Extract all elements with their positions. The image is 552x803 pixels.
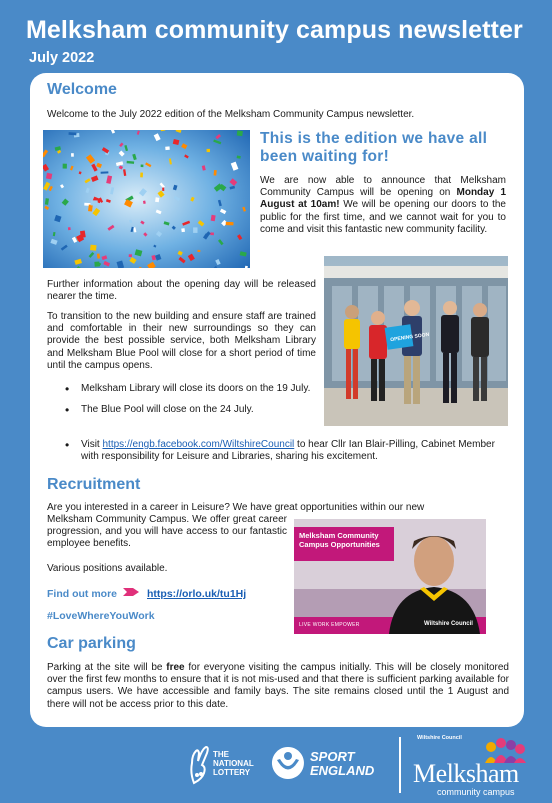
welcome-further-info: Further information about the opening day will be released nearer the time. [47,279,316,303]
sport-england-icon [270,745,306,783]
confetti-piece [129,254,132,257]
sport-line2: ENGLAND [310,763,375,778]
visit-text-pre: Visit [81,439,103,450]
arrow-right-icon [121,585,141,603]
footer-divider [399,737,401,793]
council-small-text: Wiltshire Council [417,735,462,741]
find-out-more-link[interactable]: https://orlo.uk/tu1Hj [147,588,247,600]
confetti-piece [207,149,210,152]
list-item: • The Blue Pool will close on the 24 July. [63,404,316,416]
newsletter-card [30,73,524,727]
confetti-image [43,130,250,268]
confetti-piece [197,250,200,252]
list-item: • Melksham Library will close its doors on the 19 July. [63,383,316,395]
banner-tagline: LIVE WORK EMPOWER [299,622,360,628]
closure-list [63,383,316,416]
recruitment-intro-line1: Are you interested in a career in Leisure? We have great opportunities within our new [47,502,425,513]
confetti-piece [91,200,98,205]
confetti-piece [101,171,109,173]
confetti-piece [94,262,99,267]
lottery-line2: NATIONAL [213,759,254,768]
confetti-piece [71,153,74,157]
banner-council: Wiltshire Council [424,621,473,627]
confetti-piece [214,170,217,176]
welcome-callout: This is the edition we have all been waiting for! [260,130,488,165]
lottery-line3: LOTTERY [213,768,251,777]
sport-line1: SPORT [310,749,355,764]
announce-date: Monday 1 August at 10am! [260,187,506,211]
confetti-piece [88,205,93,212]
confetti-piece [181,228,185,232]
announce-text-pre: We are now able to announce that Melksham Community Campus will be opening on [260,175,506,199]
confetti-piece [63,164,67,169]
confetti-piece [97,254,100,259]
footer-logos [0,727,552,803]
free-emphasis: free [166,662,185,673]
welcome-announce [260,175,506,236]
confetti-piece [69,132,77,135]
brand-subtitle: community campus [437,787,515,797]
confetti-piece [68,227,71,230]
facebook-link[interactable]: https://engb.facebook.com/WiltshireCouncil [102,439,295,450]
recruitment-banner [294,519,486,634]
welcome-heading: Welcome [47,81,117,98]
confetti-piece [46,173,52,180]
photo-sign-text: OPENING SOON [389,331,430,344]
recruitment-heading: Recruitment [47,476,141,493]
recruitment-intro-rest: Melksham Community Campus. We offer great career progression, and you will have access to our fantastic employee benefits. [47,514,287,550]
announce-text-post: We will be opening our doors to the public for the first time, and we cannot wait for you to come and visit this fantastic new community facility. [260,199,506,235]
banner-title: Melksham Community Campus Opportunities [299,531,380,549]
car-parking-text: Parking at the site will be free for everyone visiting the campus initially. This will be closely monitored over the first few months to ensure that it is not mis-used and that there is sufficient parking available for campus users. We have accessible and family bays. The site remains closed until the 1 August and there will not be access prior to this date. [47,662,509,710]
confetti-piece [140,172,143,177]
confetti-piece [237,130,243,136]
visit-list [63,439,508,463]
welcome-transition: To transition to the new building and ensure staff are trained and comfortable in their new surroundings so they can provide the best possible service, both Melksham Library and Melksham Blue Pool will close for a short period of time until the campus opens. [47,311,316,371]
confetti-piece [141,165,144,168]
header-title: Melksham community campus newsletter [26,16,523,44]
confetti-piece [210,232,214,235]
visit-text-post: to hear Cllr Ian Blair-Pilling, Cabinet Member with responsibility for Leisure and Libraries, sharing his excitement. [81,439,495,463]
confetti-piece [162,188,164,191]
staff-photo [324,256,508,426]
confetti-piece [90,245,97,251]
sport-england-logo [270,745,390,785]
car-parking-heading: Car parking [47,635,136,652]
welcome-intro: Welcome to the July 2022 edition of the Melksham Community Campus newsletter. [47,109,415,120]
recruitment-positions: Various positions available. [47,563,168,574]
crossed-fingers-icon [186,745,214,785]
lottery-line1: THE [213,750,229,759]
header-date: July 2022 [29,50,95,66]
hashtag: #LoveWhereYouWork [47,610,155,622]
confetti-piece [155,197,159,202]
confetti-piece [165,146,170,150]
find-out-more-label: Find out more [47,588,117,600]
confetti-piece [226,222,234,225]
melksham-campus-logo [407,733,547,799]
list-item [63,439,508,463]
confetti-piece [193,227,197,233]
national-lottery-logo [186,743,266,787]
brand-name: Melksham [413,759,519,788]
find-out-more-row [47,585,246,603]
